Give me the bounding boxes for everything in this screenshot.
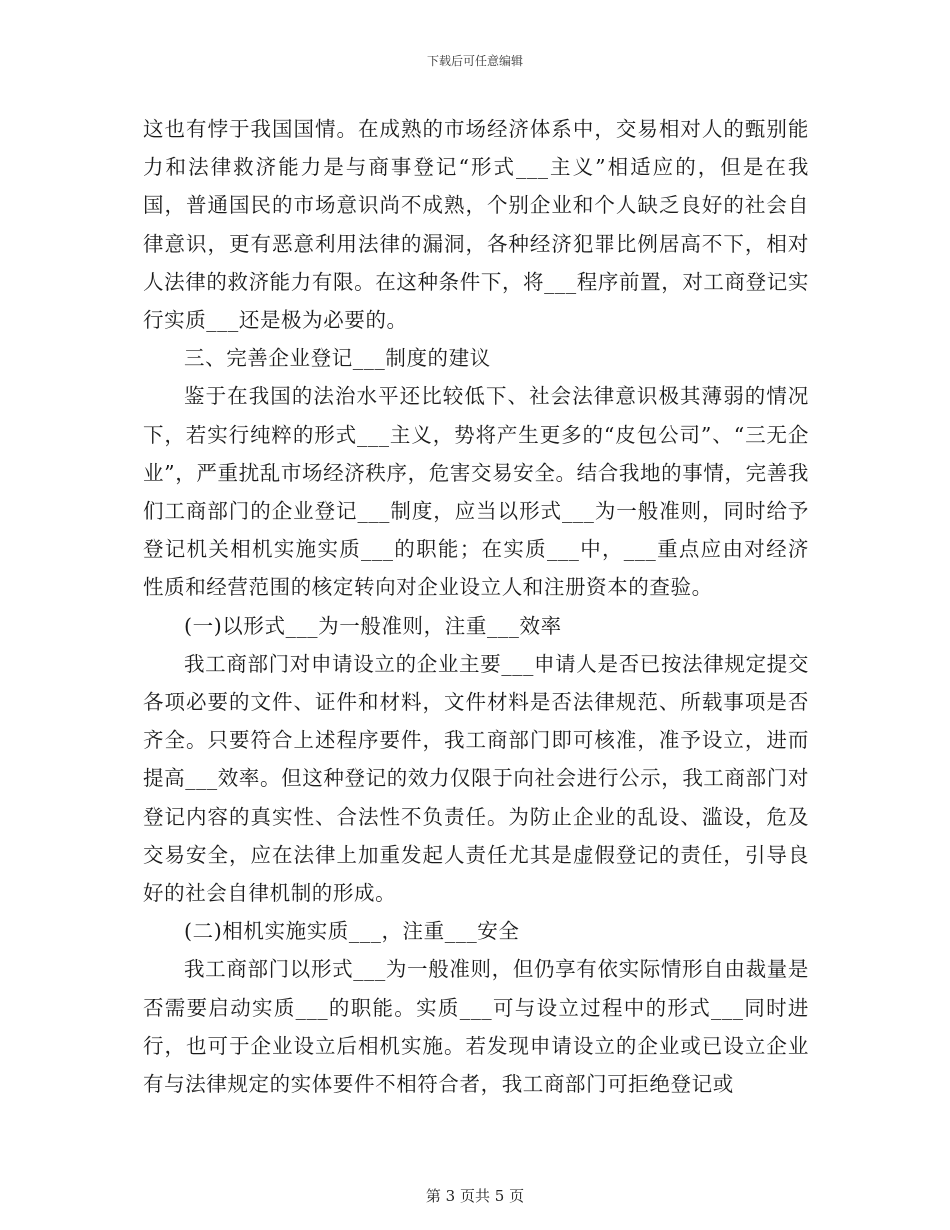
page-number: 第 3 页共 5 页 bbox=[425, 1187, 525, 1205]
document-body bbox=[143, 110, 809, 1103]
paragraph-subsection-1: 我工商部门对申请设立的企业主要___申请人是否已按法律规定提交各项必要的文件、证件和材料，文件材料是否法律规范、所载事项是否齐全。只要符合上述程序要件，我工商部门即可核准，准予设立，进而提高___效率。但这种登记的效力仅限于向社会进行公示，我工商部门对登记内容的真实性、合法性不负责任。为防止企业的乱设、滥设，危及交易安全，应在法律上加重发起人责任尤其是虚假登记的责任，引导良好的社会自律机制的形成。 bbox=[143, 651, 809, 906]
section-heading-3: 三、完善企业登记___制度的建议 bbox=[184, 346, 491, 371]
paragraph-subsection-2: 我工商部门以形式___为一般准则，但仍享有依实际情形自由裁量是否需要启动实质___的职能。实质___可与设立过程中的形式___同时进行，也可于企业设立后相机实施。若发现申请设立的企业或已设立企业有与法律规定的实体要件不相符合者，我工商部门可拒绝登记或 bbox=[143, 957, 809, 1097]
page-header: 下载后可任意编辑 bbox=[426, 54, 523, 68]
subheading-1: (一)以形式___为一般准则，注重___效率 bbox=[184, 613, 562, 638]
subheading-2: (二)相机实施实质___，注重___安全 bbox=[184, 919, 520, 944]
paragraph-section-3-intro: 鉴于在我国的法治水平还比较低下、社会法律意识极其薄弱的情况下，若实行纯粹的形式___主义，势将产生更多的“皮包公司”、“三无企业”，严重扰乱市场经济秩序，危害交易安全。结合我地的事情，完善我们工商部门的企业登记___制度，应当以形式___为一般准则，同时给予登记机关相机实施实质___的职能；在实质___中，___重点应由对经济性质和经营范围的核定转向对企业设立人和注册资本的查验。 bbox=[143, 384, 809, 600]
paragraph-continuation: 这也有悖于我国国情。在成熟的市场经济体系中，交易相对人的甄别能力和法律救济能力是与商事登记“形式___主义”相适应的，但是在我国，普通国民的市场意识尚不成熟，个别企业和个人缺乏良好的社会自律意识，更有恶意利用法律的漏洞，各种经济犯罪比例居高不下，相对人法律的救济能力有限。在这种条件下，将___程序前置，对工商登记实行实质___还是极为必要的。 bbox=[143, 117, 809, 333]
